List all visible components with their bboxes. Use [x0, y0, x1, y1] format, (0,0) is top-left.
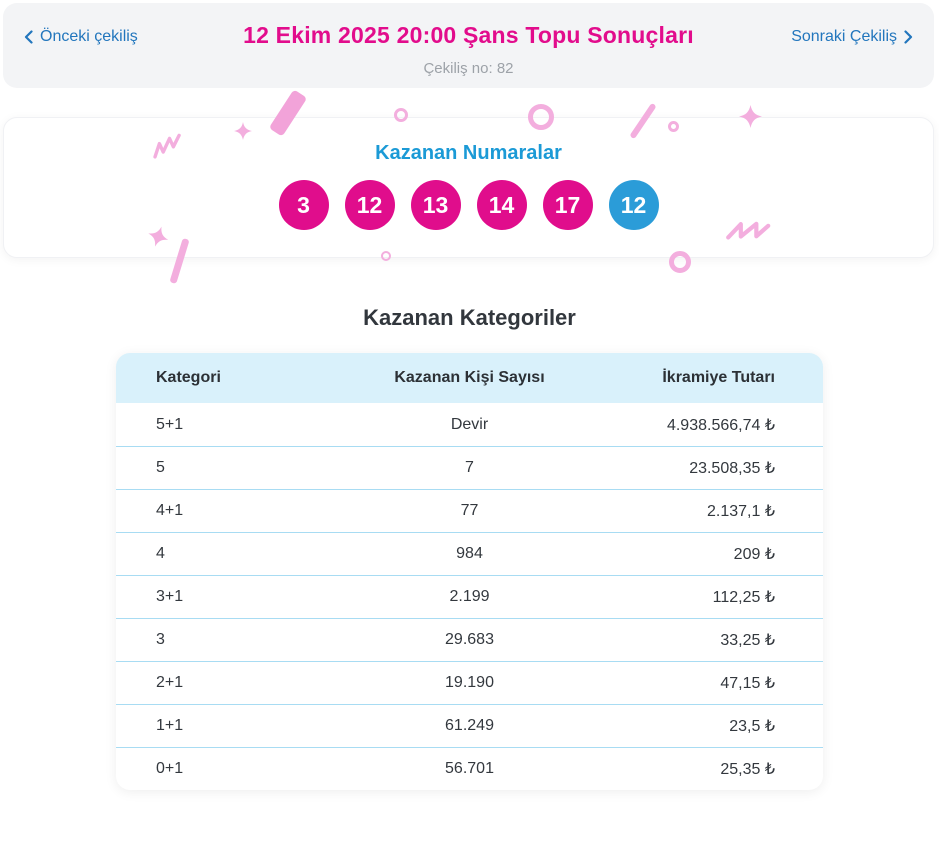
cell-prize-amount: 47,15 ₺ — [720, 675, 775, 692]
cell-winner-count: 77 — [460, 502, 479, 519]
cell-winner-count: 56.701 — [445, 760, 494, 777]
confetti-circle-icon — [381, 251, 391, 261]
cell-category: 1+1 — [156, 717, 184, 734]
cell-winner-count: 2.199 — [449, 588, 490, 605]
table-row — [116, 618, 823, 661]
cell-winner-count: 19.190 — [445, 674, 494, 691]
page-title: 12 Ekim 2025 20:00 Şans Topu Sonuçları — [243, 22, 694, 48]
table-row — [116, 446, 823, 489]
table-row — [116, 575, 823, 618]
chevron-left-icon — [24, 30, 33, 44]
cell-winner-count: 61.249 — [445, 717, 494, 734]
table-row — [116, 661, 823, 704]
draw-navigation-header — [3, 3, 934, 88]
winning-ball: 17 — [543, 180, 593, 230]
cell-prize-amount: 33,25 ₺ — [720, 632, 775, 649]
next-draw-link[interactable] — [791, 28, 913, 46]
column-header-category: Kategori — [156, 369, 221, 386]
cell-category: 3 — [156, 631, 165, 648]
table-row — [116, 403, 823, 446]
cell-prize-amount: 23.508,35 ₺ — [689, 460, 775, 477]
cell-category: 3+1 — [156, 588, 184, 605]
column-header-winner-count: Kazanan Kişi Sayısı — [394, 369, 545, 386]
previous-draw-link[interactable] — [24, 28, 138, 46]
winning-balls-row — [4, 180, 933, 230]
confetti-circle-icon — [669, 251, 691, 273]
cell-prize-amount: 209 ₺ — [733, 546, 775, 563]
winning-ball: 3 — [279, 180, 329, 230]
winning-numbers-heading: Kazanan Numaralar — [375, 142, 562, 164]
table-row — [116, 704, 823, 747]
column-header-prize-amount: İkramiye Tutarı — [662, 369, 775, 386]
cell-winner-count: 984 — [456, 545, 483, 562]
winning-ball: 13 — [411, 180, 461, 230]
table-body — [116, 403, 823, 790]
draw-number: Çekiliş no: 82 — [423, 60, 514, 77]
previous-draw-label: Önceki çekiliş — [40, 28, 138, 45]
table-row — [116, 532, 823, 575]
categories-table — [116, 353, 823, 790]
cell-category: 5 — [156, 459, 165, 476]
table-header-row — [116, 353, 823, 403]
cell-category: 5+1 — [156, 415, 184, 433]
cell-category: 0+1 — [156, 760, 184, 777]
bonus-ball: 12 — [609, 180, 659, 230]
table-row — [116, 747, 823, 790]
cell-prize-amount: 4.938.566,74 ₺ — [666, 416, 775, 434]
winning-numbers-card — [3, 117, 934, 258]
winning-ball: 14 — [477, 180, 527, 230]
confetti-line-icon — [169, 238, 189, 284]
cell-prize-amount: 25,35 ₺ — [720, 761, 775, 778]
next-draw-label: Sonraki Çekiliş — [791, 28, 897, 45]
cell-category: 4 — [156, 545, 165, 562]
cell-prize-amount: 23,5 ₺ — [729, 718, 775, 735]
chevron-right-icon — [904, 30, 913, 44]
cell-winner-count: 29.683 — [445, 631, 494, 648]
table-row — [116, 489, 823, 532]
cell-prize-amount: 112,25 ₺ — [712, 589, 775, 606]
categories-heading: Kazanan Kategoriler — [363, 305, 576, 330]
cell-winner-count: 7 — [465, 459, 474, 476]
cell-category: 4+1 — [156, 502, 184, 519]
cell-category: 2+1 — [156, 674, 184, 691]
cell-prize-amount: 2.137,1 ₺ — [706, 503, 775, 520]
cell-winner-count: Devir — [450, 415, 489, 433]
winning-ball: 12 — [345, 180, 395, 230]
